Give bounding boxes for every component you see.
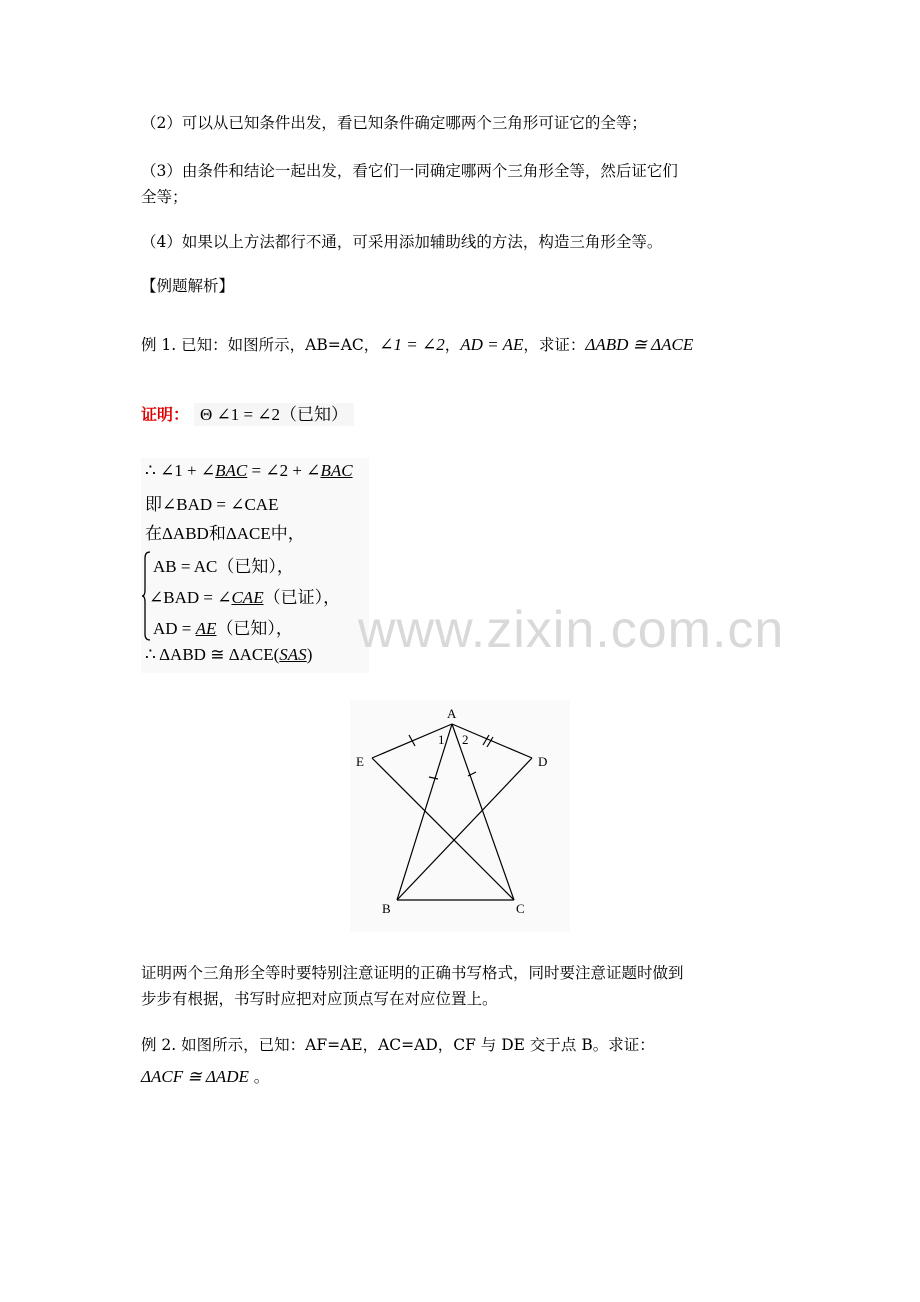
proof-line-5 bbox=[149, 583, 340, 608]
proof-line-7-b: SAS bbox=[279, 645, 307, 664]
proof-line-5-c: （已证）， bbox=[263, 588, 341, 607]
proof-line-1-a: ∴ ∠1 + ∠ bbox=[145, 461, 216, 480]
proof-line-3: 在ΔABD和ΔACE中， bbox=[145, 524, 305, 543]
proof-line-6 bbox=[153, 614, 293, 639]
segment-AB bbox=[397, 724, 452, 900]
label-D: D bbox=[538, 754, 548, 769]
proof-line-5-a: ∠BAD = ∠ bbox=[149, 588, 232, 607]
proof-line-1 bbox=[145, 461, 353, 481]
example-2-line-2 bbox=[141, 1066, 269, 1088]
note-line-1: 证明两个三角形全等时要特别注意证明的正确书写格式，同时要注意证题时做到 bbox=[141, 964, 684, 982]
label-angle-1: 1 bbox=[438, 732, 445, 747]
proof-line-5-b: CAE bbox=[231, 588, 264, 607]
example-1-condition-angle: ∠1 = ∠2 bbox=[379, 335, 445, 354]
segment-EC bbox=[372, 758, 514, 900]
proof-line-1-c: = ∠2 + ∠ bbox=[247, 461, 321, 480]
proof-line-1-b: BAC bbox=[215, 461, 248, 480]
label-angle-2: 2 bbox=[462, 732, 469, 747]
example-1 bbox=[141, 334, 693, 356]
example-1-goal: ΔABD ≅ ΔACE bbox=[585, 335, 694, 354]
watermark: www.zixin.com.cn bbox=[358, 601, 785, 659]
proof-line-1-d: BAC bbox=[320, 461, 353, 480]
proof-block bbox=[141, 458, 369, 673]
example-1-separator: ， bbox=[444, 336, 461, 354]
proof-line-6-a: AD = bbox=[153, 619, 196, 638]
example-2-end: 。 bbox=[248, 1068, 270, 1086]
label-E: E bbox=[356, 754, 364, 769]
example-1-condition-sides: AD = AE bbox=[460, 335, 524, 354]
example-1-middle: ，求证： bbox=[523, 336, 586, 354]
proof-line-6-b: AE bbox=[195, 619, 217, 638]
label-A: A bbox=[447, 706, 457, 721]
paragraph-4: （4）如果以上方法都行不通，可采用添加辅助线的方法，构造三角形全等。 bbox=[141, 233, 663, 251]
example-2-goal: ΔACF ≅ ΔADE bbox=[141, 1067, 249, 1086]
note-line-2: 步步有根据，书写时应把对应顶点写在对应位置上。 bbox=[141, 990, 498, 1008]
paragraph-3-line-1: （3）由条件和结论一起出发，看它们一同确定哪两个三角形全等，然后证它们 bbox=[141, 162, 678, 180]
paragraph-2: （2）可以从已知条件出发，看已知条件确定哪两个三角形可证它的全等； bbox=[141, 114, 647, 132]
proof-line-2: 即∠BAD = ∠CAE bbox=[145, 495, 279, 514]
section-heading: 【例题解析】 bbox=[141, 277, 235, 295]
proof-line-6-c: （已知）， bbox=[216, 619, 293, 638]
proof-label: 证明： bbox=[141, 405, 190, 424]
segment-DB bbox=[397, 758, 532, 900]
label-C: C bbox=[516, 901, 525, 916]
paragraph-3-line-2: 全等； bbox=[141, 188, 188, 206]
proof-first-line: Θ ∠1 = ∠2（已知） bbox=[194, 403, 354, 426]
proof-line-7-c: ) bbox=[306, 645, 313, 664]
example-1-prefix: 例 1. 已知：如图所示，AB=AC， bbox=[141, 336, 380, 354]
example-2-line-1: 例 2. 如图所示，已知：AF=AE，AC=AD，CF 与 DE 交于点 B。求证： bbox=[141, 1036, 655, 1054]
label-B: B bbox=[382, 901, 391, 916]
proof-line-7-a: ∴ ΔABD ≅ ΔACE( bbox=[145, 645, 280, 664]
proof-line-7 bbox=[145, 645, 312, 665]
proof-line-4: AB = AC（已知）， bbox=[153, 557, 294, 576]
segment-AC bbox=[452, 724, 514, 900]
proof-intro bbox=[141, 404, 354, 426]
geometry-figure bbox=[350, 700, 570, 932]
